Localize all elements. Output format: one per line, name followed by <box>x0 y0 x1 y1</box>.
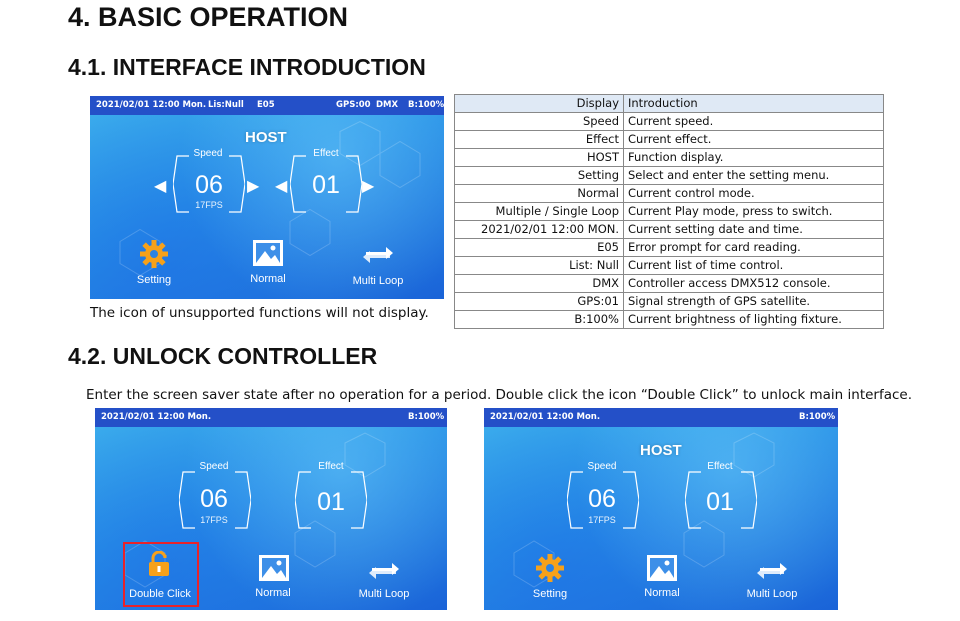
table-row <box>455 221 884 239</box>
row-introduction: Function display. <box>624 149 884 167</box>
row-display: B:100% <box>455 311 624 329</box>
row-introduction: Current setting date and time. <box>624 221 884 239</box>
normal-button-label: Normal <box>255 587 291 599</box>
status-datetime: 2021/02/01 12:00 Mon. <box>96 100 207 110</box>
section-title-interface: 4.1. INTERFACE INTRODUCTION <box>68 54 426 80</box>
status-list: Lis:Null <box>208 100 244 110</box>
picture-icon[interactable] <box>646 554 678 582</box>
table-header-row <box>455 95 884 113</box>
row-introduction: Signal strength of GPS satellite. <box>624 293 884 311</box>
double-click-button-label[interactable]: Double Click <box>129 588 191 600</box>
gear-icon[interactable] <box>139 239 169 269</box>
status-bar <box>95 408 447 427</box>
status-brightness: B:100% <box>408 412 445 422</box>
status-brightness: B:100% <box>408 100 444 110</box>
table-row <box>455 185 884 203</box>
row-display: GPS:01 <box>455 293 624 311</box>
row-introduction: Controller access DMX512 console. <box>624 275 884 293</box>
table-row <box>455 149 884 167</box>
lock-icon[interactable] <box>148 551 170 577</box>
status-error: E05 <box>257 100 275 110</box>
interface-table <box>454 94 884 329</box>
effect-label: Effect <box>707 461 733 472</box>
loop-icon[interactable] <box>756 558 788 584</box>
row-display: Normal <box>455 185 624 203</box>
effect-decrease-icon[interactable]: ◀ <box>275 178 288 195</box>
device-screen-main <box>90 96 444 299</box>
speed-label: Speed <box>199 461 229 472</box>
row-display: HOST <box>455 149 624 167</box>
normal-button-label[interactable]: Normal <box>644 587 680 599</box>
multi-loop-button-label: Multi Loop <box>358 588 410 600</box>
effect-value: 01 <box>317 488 345 516</box>
host-label: HOST <box>245 129 287 146</box>
row-display: Speed <box>455 113 624 131</box>
row-introduction: Current list of time control. <box>624 257 884 275</box>
device-screen-locked <box>95 408 447 610</box>
row-introduction: Current speed. <box>624 113 884 131</box>
effect-value: 01 <box>706 488 734 516</box>
table-row <box>455 131 884 149</box>
status-datetime: 2021/02/01 12:00 Mon. <box>101 412 212 422</box>
speed-value: 06 <box>200 485 228 513</box>
row-display: Setting <box>455 167 624 185</box>
status-bar <box>484 408 838 427</box>
row-introduction: Error prompt for card reading. <box>624 239 884 257</box>
table-row <box>455 239 884 257</box>
section-title-unlock: 4.2. UNLOCK CONTROLLER <box>68 343 378 369</box>
table-row <box>455 275 884 293</box>
status-bar <box>90 96 444 115</box>
fps-value: 17FPS <box>588 515 616 525</box>
table-row <box>455 311 884 329</box>
row-display: 2021/02/01 12:00 MON. <box>455 221 624 239</box>
loop-icon[interactable] <box>362 242 394 268</box>
unsupported-note: The icon of unsupported functions will not display. <box>90 305 429 321</box>
header-introduction: Introduction <box>624 95 884 113</box>
picture-icon <box>258 554 290 582</box>
status-gps: GPS:00 <box>336 100 371 110</box>
speed-value: 06 <box>195 171 223 199</box>
speed-value: 06 <box>588 485 616 513</box>
device-screen-unlocked <box>484 408 838 610</box>
gear-icon[interactable] <box>535 553 565 583</box>
speed-increase-icon[interactable]: ▶ <box>247 178 260 195</box>
status-datetime: 2021/02/01 12:00 Mon. <box>490 412 601 422</box>
table-row <box>455 257 884 275</box>
row-introduction: Current Play mode, press to switch. <box>624 203 884 221</box>
multi-loop-button-label[interactable]: Multi Loop <box>746 588 798 600</box>
table-row <box>455 293 884 311</box>
effect-increase-icon[interactable]: ▶ <box>362 178 375 195</box>
row-display: DMX <box>455 275 624 293</box>
fps-value: 17FPS <box>195 200 223 210</box>
row-introduction: Current effect. <box>624 131 884 149</box>
table-row <box>455 167 884 185</box>
normal-button-label[interactable]: Normal <box>250 273 286 285</box>
row-introduction: Current brightness of lighting fixture. <box>624 311 884 329</box>
effect-label: Effect <box>318 461 344 472</box>
row-introduction: Select and enter the setting menu. <box>624 167 884 185</box>
loop-icon <box>368 558 400 584</box>
page-heading: 4. BASIC OPERATION <box>68 2 349 32</box>
row-display: Multiple / Single Loop <box>455 203 624 221</box>
row-display: E05 <box>455 239 624 257</box>
row-display: Effect <box>455 131 624 149</box>
fps-value: 17FPS <box>200 515 228 525</box>
setting-button-label[interactable]: Setting <box>532 588 568 600</box>
host-label: HOST <box>640 442 682 459</box>
speed-label: Speed <box>193 148 223 159</box>
table-row <box>455 113 884 131</box>
row-display: List: Null <box>455 257 624 275</box>
status-brightness: B:100% <box>799 412 836 422</box>
unlock-description: Enter the screen saver state after no operation for a period. Double click the icon “Double Click” to unlock main interface. <box>86 387 913 403</box>
speed-decrease-icon[interactable]: ◀ <box>154 178 167 195</box>
header-display: Display <box>455 95 624 113</box>
effect-label: Effect <box>313 148 339 159</box>
effect-value: 01 <box>312 171 340 199</box>
picture-icon[interactable] <box>252 239 284 267</box>
speed-label: Speed <box>587 461 617 472</box>
setting-button-label[interactable]: Setting <box>136 274 172 286</box>
status-dmx: DMX <box>376 100 399 110</box>
multi-loop-button-label[interactable]: Multi Loop <box>352 275 404 287</box>
table-row <box>455 203 884 221</box>
row-introduction: Current control mode. <box>624 185 884 203</box>
